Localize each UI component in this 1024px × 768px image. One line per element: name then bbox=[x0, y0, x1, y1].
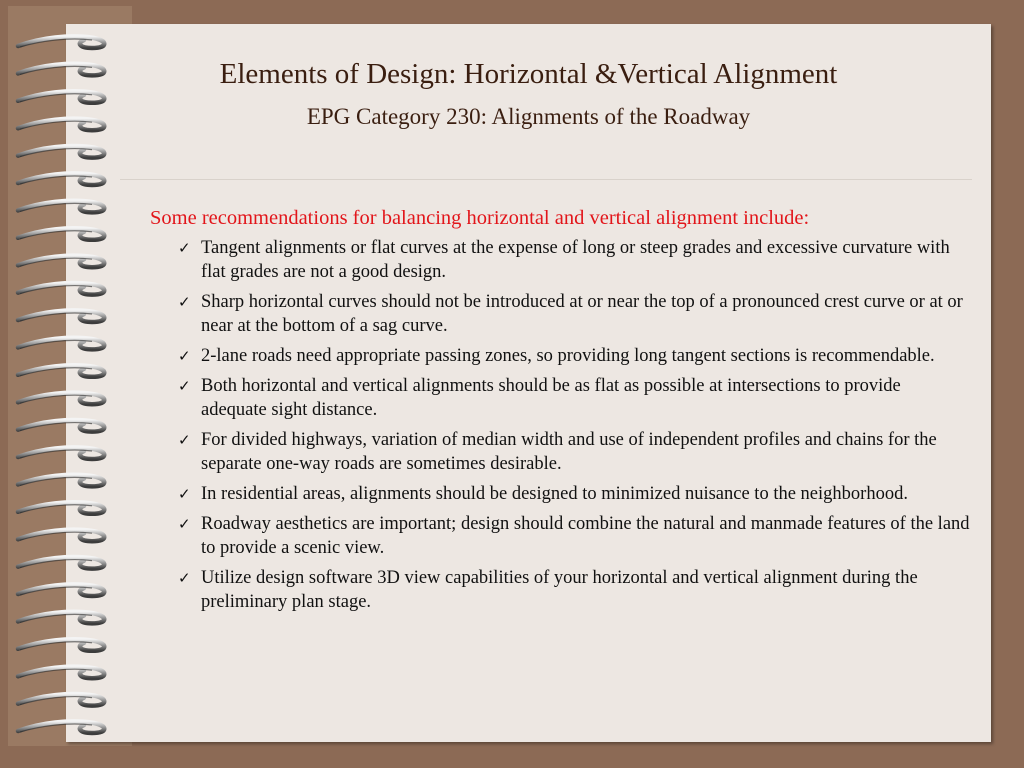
spiral-ring bbox=[18, 256, 104, 268]
spiral-ring bbox=[18, 365, 104, 377]
list-item-text: Sharp horizontal curves should not be introduced at or near the top of a pronounced crest curve or at or near at the bottom of a sag curve. bbox=[201, 291, 963, 336]
spiral-ring bbox=[18, 201, 104, 213]
title-block bbox=[66, 56, 991, 132]
spiral-ring bbox=[18, 530, 104, 542]
spiral-ring bbox=[18, 338, 104, 350]
spiral-ring bbox=[18, 694, 104, 706]
list-item-text: Utilize design software 3D view capabilities of your horizontal and vertical alignment during the preliminary plan stage. bbox=[201, 567, 918, 612]
spiral-ring bbox=[18, 502, 104, 514]
list-item bbox=[150, 236, 970, 284]
spiral-ring bbox=[18, 283, 104, 295]
checkmark-icon: ✓ bbox=[178, 568, 191, 587]
list-item-text: Roadway aesthetics are important; design should combine the natural and manmade features of the land to provide a scenic view. bbox=[201, 513, 970, 558]
checkmark-icon: ✓ bbox=[178, 238, 191, 257]
checkmark-icon: ✓ bbox=[178, 514, 191, 533]
list-item bbox=[150, 428, 970, 476]
list-item bbox=[150, 512, 970, 560]
checkmark-icon: ✓ bbox=[178, 376, 191, 395]
spiral-ring bbox=[18, 310, 104, 322]
list-item-text: 2-lane roads need appropriate passing zones, so providing long tangent sections is recommendable. bbox=[201, 345, 935, 366]
checkmark-icon: ✓ bbox=[178, 484, 191, 503]
spiral-ring bbox=[18, 721, 104, 733]
slide-title: Elements of Design: Horizontal &Vertical Alignment bbox=[219, 58, 838, 90]
spiral-ring bbox=[18, 228, 104, 240]
intro-text: Some recommendations for balancing horizontal and vertical alignment include: bbox=[150, 207, 810, 229]
slide-subtitle: EPG Category 230: Alignments of the Roadway bbox=[306, 104, 751, 129]
spiral-ring bbox=[18, 146, 104, 158]
divider bbox=[120, 179, 972, 180]
spiral-ring bbox=[18, 173, 104, 185]
list-item-text: In residential areas, alignments should be designed to minimized nuisance to the neighborhood. bbox=[201, 483, 908, 504]
slide-content bbox=[150, 206, 970, 620]
list-item bbox=[150, 374, 970, 422]
list-item bbox=[150, 482, 970, 506]
spiral-ring bbox=[18, 475, 104, 487]
spiral-ring bbox=[18, 612, 104, 624]
spiral-ring bbox=[18, 667, 104, 679]
list-item-text: For divided highways, variation of median width and use of independent profiles and chains for the separate one-way roads are sometimes desirable. bbox=[201, 429, 937, 474]
spiral-ring bbox=[18, 36, 104, 48]
spiral-ring bbox=[18, 447, 104, 459]
spiral-ring bbox=[18, 639, 104, 651]
spiral-ring bbox=[18, 584, 104, 596]
spiral-ring bbox=[18, 393, 104, 405]
list-item bbox=[150, 566, 970, 614]
list-item bbox=[150, 344, 970, 368]
checkmark-icon: ✓ bbox=[178, 292, 191, 311]
list-item-text: Tangent alignments or flat curves at the expense of long or steep grades and excessive curvature with flat grades are not a good design. bbox=[201, 237, 950, 282]
checkmark-icon: ✓ bbox=[178, 346, 191, 365]
spiral-ring bbox=[18, 420, 104, 432]
recommendation-list bbox=[150, 236, 970, 614]
checkmark-icon: ✓ bbox=[178, 430, 191, 449]
spiral-ring bbox=[18, 557, 104, 569]
list-item-text: Both horizontal and vertical alignments should be as flat as possible at intersections to provide adequate sight distance. bbox=[201, 375, 901, 420]
list-item bbox=[150, 290, 970, 338]
